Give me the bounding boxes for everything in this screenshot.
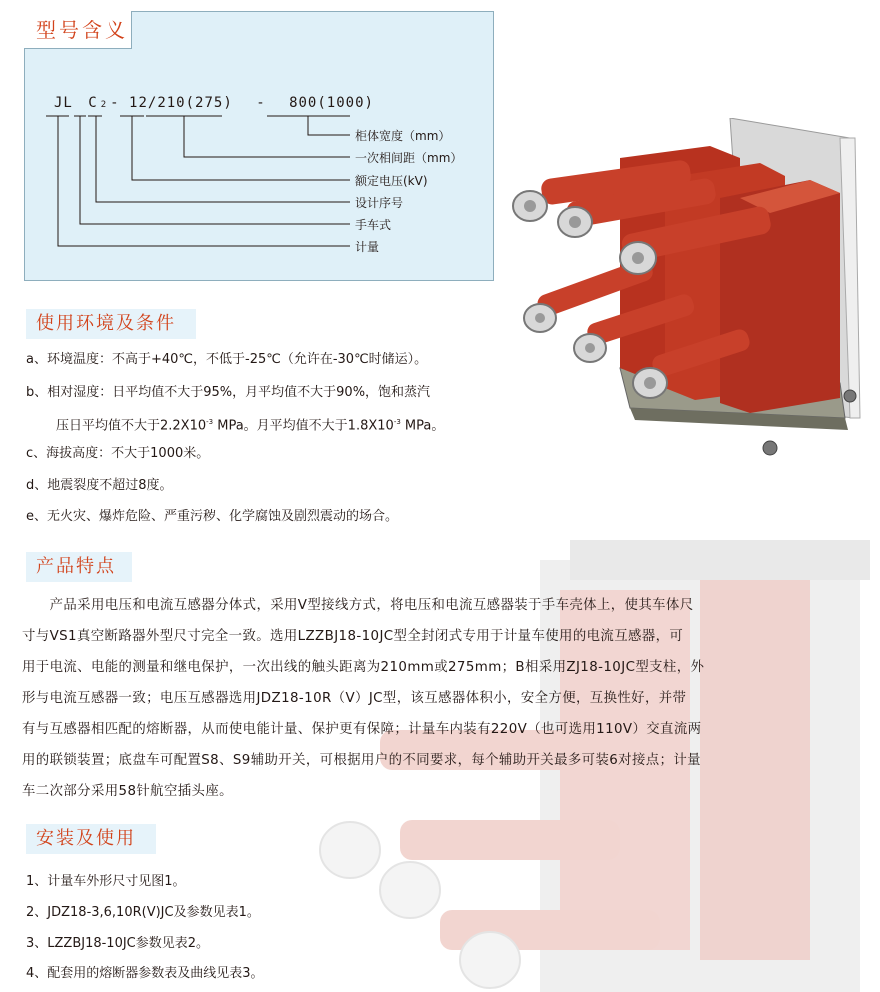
model-leader-lines xyxy=(24,11,494,281)
install-item: 3、LZZBJ18-10JC参数见表2。 xyxy=(26,936,210,951)
install-item: 1、计量车外形尺寸见图1。 xyxy=(26,874,186,889)
code-slash: / xyxy=(147,95,158,111)
label-cabinet-width: 柜体宽度（mm） xyxy=(355,129,451,143)
code-spacing: 210(275) xyxy=(157,95,233,111)
label-phase-spacing: 一次相间距（mm） xyxy=(355,151,463,165)
code-sub: 2 xyxy=(100,100,108,110)
humidity-month-exp: -3 xyxy=(393,418,401,426)
product-handcart-image xyxy=(510,118,875,468)
label-design-number: 设计序号 xyxy=(355,196,404,210)
install-item: 4、配套用的熔断器参数表及曲线见表3。 xyxy=(26,966,264,981)
environment-item-b-cont xyxy=(56,414,444,434)
label-handcart-type: 手车式 xyxy=(355,218,392,232)
features-line: 产品采用电压和电流互感器分体式，采用V型接线方式，将电压和电流互感器装于手车壳体上，使其车体尺 xyxy=(22,598,694,613)
features-heading: 产品特点 xyxy=(26,552,132,582)
code-dash1: - xyxy=(110,95,120,111)
environment-item-c: c、海拔高度：不大于1000米。 xyxy=(26,446,210,461)
humidity-month-text: MPa。月平均值不大于1.8X10 xyxy=(213,418,394,434)
environment-item-a: a、环境温度：不高于+40℃，不低于-25℃（允许在-30℃时储运）。 xyxy=(26,352,428,367)
humidity-day-exp: -3 xyxy=(206,418,214,426)
code-rated: 12 xyxy=(129,95,148,111)
features-line: 寸与VS1真空断路器外型尺寸完全一致。选用LZZBJ18-10JC型全封闭式专用于计量车使用的电流互感器，可 xyxy=(22,629,684,644)
features-line: 用于电流、电能的测量和继电保护，一次出线的触头距离为210mm或275mm；B相采用ZJ18-10JC型支柱，外 xyxy=(22,660,705,675)
environment-item-d: d、地震裂度不超过8度。 xyxy=(26,478,173,493)
features-line: 形与电流互感器一致；电压互感器选用JDZ18-10R（V）JC型，该互感器体积小，安全方便，互换性好，并带 xyxy=(22,691,687,706)
code-dash2: - xyxy=(256,95,266,111)
features-line: 有与互感器相匹配的熔断器，从而使电能计量、保护更有保障；计量车内装有220V（也可选用110V）交直流两 xyxy=(22,722,702,737)
install-heading: 安装及使用 xyxy=(26,824,156,854)
environment-item-e: e、无火灾、爆炸危险、严重污秽、化学腐蚀及剧烈震动的场合。 xyxy=(26,509,398,524)
install-item: 2、JDZ18-3,6,10R(V)JC及参数见表1。 xyxy=(26,905,260,920)
features-line: 车二次部分采用58针航空插头座。 xyxy=(22,784,233,799)
features-line: 用的联锁装置；底盘车可配置S8、S9辅助开关，可根据用户的不同要求，每个辅助开关最多可装6对接点；计量 xyxy=(22,753,701,768)
label-rated-voltage: 额定电压(kV) xyxy=(355,174,428,188)
environment-item-b: b、相对湿度：日平均值不大于95%，月平均值不大于90%，饱和蒸汽 xyxy=(26,385,431,400)
code-jl: JL xyxy=(54,95,73,111)
humidity-day-text: 压日平均值不大于2.2X10 xyxy=(56,418,207,434)
model-meaning-title: 型号含义 xyxy=(24,11,132,49)
features-paragraph xyxy=(22,590,850,807)
code-c: C xyxy=(88,95,98,111)
code-width: 800(1000) xyxy=(289,95,374,111)
label-metering: 计量 xyxy=(355,240,380,254)
humidity-unit: MPa。 xyxy=(400,418,445,434)
environment-heading: 使用环境及条件 xyxy=(26,309,196,339)
